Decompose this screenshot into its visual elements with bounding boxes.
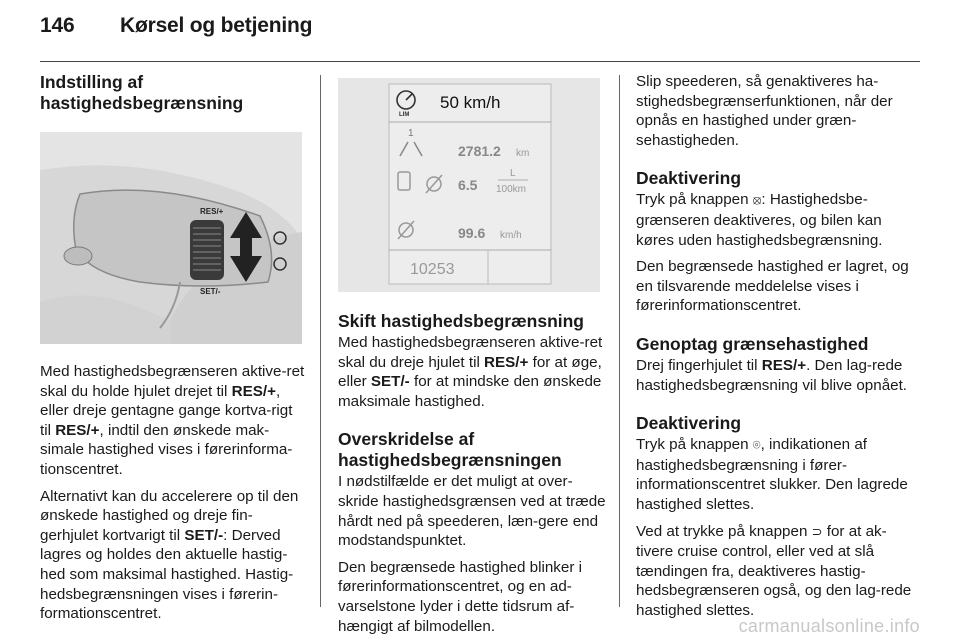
set-minus-label: SET/- — [200, 287, 221, 296]
paragraph: Ved at trykke på knappen ⊃ for at ak-tivere cruise control, eller ved at slå tændingen fra, deaktiveres hastig-hedsbegrænseren også, og den lag-rede hastighed slettes. — [636, 522, 912, 619]
cruise-control-icon: ⊃ — [811, 524, 823, 540]
header-rule — [40, 61, 920, 62]
paragraph: Alternativt kan du accelerere op til den ønskede hastighed og dreje fin-gerhjulet kortvarigt til SET/-: Derved lagres og holdes den aktuelle hastig-hed som maksimal hastighed. Hastig-hedsbegrænsningen vises i førerin-formationscentret. — [40, 487, 299, 623]
section-heading: Deaktivering — [636, 168, 742, 189]
paragraph: Tryk på knappen ⌾, indikationen af hastighedsbegrænsning i fører-informationscentret slukker. Den lagrede hastighed slettes. — [636, 436, 908, 513]
speed-limiter-icon: ⌾ — [752, 438, 761, 454]
section-heading: Overskridelse af hastighedsbegrænsningen — [338, 429, 562, 471]
fuel-unit-bottom: 100km — [496, 184, 527, 195]
column-divider — [619, 75, 620, 607]
column-divider — [320, 75, 321, 607]
driver-info-display — [338, 78, 600, 292]
trip-unit: km — [516, 148, 530, 159]
paragraph: I nødstilfælde er det muligt at over-skride hastighedsgrænsen ved at træde hårdt ned på speederen, læn-gere end modstandspunktet. — [338, 473, 606, 550]
paragraph: Slip speederen, så genaktiveres ha-stighedsbegrænserfunktionen, når der opnås en hastighed under græn-sehastigheden. — [636, 73, 893, 149]
column-2 — [338, 78, 606, 643]
avg-speed-unit: km/h — [500, 230, 522, 241]
paragraph: Den begrænsede hastighed er lagret, og en tilsvarende meddelelse vises i førerinformationscentret. — [636, 258, 909, 315]
paragraph: Med hastighedsbegrænseren aktive-ret skal du holde hjulet drejet til RES/+, eller dreje gentagne gange kortva-rigt til RES/+, indtil den ønskede mak-simale hastighed vises i førerinforma-tionscentret. — [40, 363, 305, 478]
column-3 — [636, 72, 922, 627]
fuel-unit-top: L — [510, 168, 516, 179]
trip-value: 2781.2 — [458, 143, 501, 159]
watermark: carmanualsonline.info — [738, 616, 920, 636]
column-1 — [40, 72, 306, 631]
res-plus-label: RES/+ — [200, 207, 224, 216]
section-heading: Indstilling af hastighedsbegrænsning — [40, 72, 244, 113]
paragraph: Med hastighedsbegrænseren aktive-ret skal du dreje hjulet til RES/+ for at øge, eller SET/- for at mindske den ønskede maksimale hastighed. — [338, 334, 603, 410]
page-title: Kørsel og betjening — [120, 14, 313, 37]
steering-wheel-controls-icon — [40, 132, 302, 344]
paragraph: Drej fingerhjulet til RES/+. Den lag-rede hastighedsbegrænsning vil blive opnået. — [636, 356, 908, 394]
section-heading: Skift hastighedsbegrænsning — [338, 311, 584, 331]
fuel-value: 6.5 — [458, 177, 478, 193]
steering-wheel-illustration — [40, 132, 302, 344]
page-number: 146 — [40, 14, 75, 37]
section-heading: Genoptag grænsehastighed — [636, 333, 869, 354]
instrument-display-icon — [338, 78, 600, 292]
paragraph: Den begrænsede hastighed blinker i førerinformationscentret, og en ad-varselstone lyder i dette tidsrum af-hængigt af bilmodellen. — [338, 558, 583, 635]
limiter-off-icon: ⦻ — [752, 193, 762, 209]
lim-label: LIM — [399, 112, 410, 118]
odometer-value: 10253 — [410, 261, 455, 278]
paragraph: Tryk på knappen ⦻: Hastighedsbe-grænseren deaktiveres, og bilen kan køres uden hastighedsbegrænsning. — [636, 191, 883, 249]
section-heading: Deaktivering — [636, 413, 742, 434]
avg-speed-value: 99.6 — [458, 225, 486, 241]
speed-limit-value: 50 km/h — [440, 93, 501, 112]
trip-number: 1 — [408, 128, 414, 139]
page-header — [40, 14, 312, 38]
